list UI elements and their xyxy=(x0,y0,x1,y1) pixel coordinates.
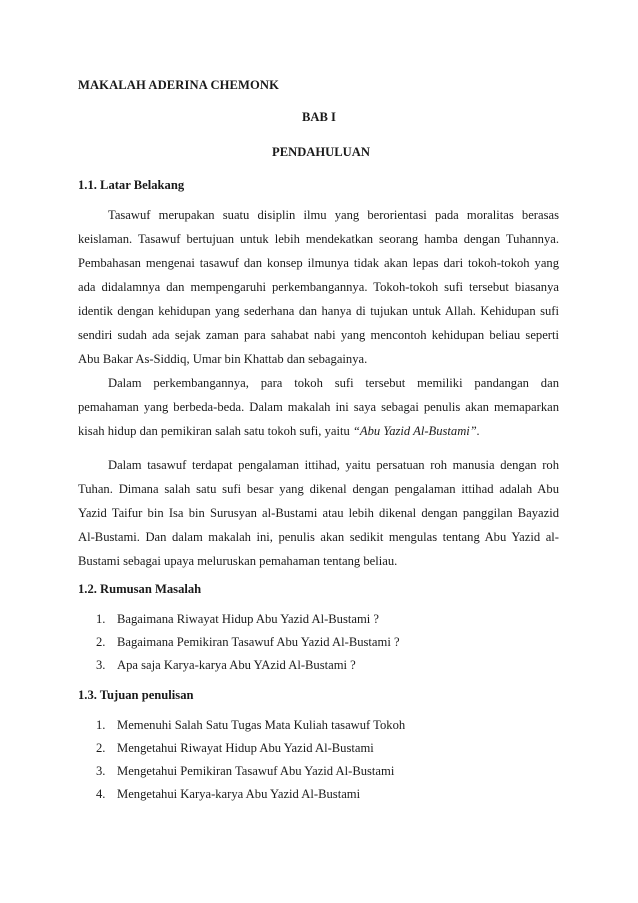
paragraph-line: pemahaman yang berbeda-beda. Dalam makalah ini saya sebagai penulis akan memaparkan xyxy=(78,400,559,414)
paragraph-line: sendiri sudah ada sejak zaman para sahabat nabi yang mencontoh kehidupan beliau seperti xyxy=(78,328,559,342)
italic-figure-name: “Abu Yazid Al-Bustami”. xyxy=(352,424,480,438)
list-text: Bagaimana Pemikiran Tasawuf Abu Yazid Al-Bustami ? xyxy=(117,635,400,649)
list-number: 2. xyxy=(96,741,106,755)
paragraph-line xyxy=(78,424,559,439)
list-number: 1. xyxy=(96,718,106,732)
paragraph-line: ada didalamnya dan mempengaruhi perkembangannya. Tokoh-tokoh sufi tersebut biasanya xyxy=(78,280,559,294)
paragraph-text: kisah hidup dan pemikiran salah satu tokoh sufi, yaitu xyxy=(78,424,353,438)
list-text: Mengetahui Riwayat Hidup Abu Yazid Al-Bustami xyxy=(117,741,374,755)
paragraph-line: Dalam tasawuf terdapat pengalaman ittihad, yaitu persatuan roh manusia dengan roh xyxy=(108,458,559,472)
list-text: Apa saja Karya-karya Abu YAzid Al-Bustami ? xyxy=(117,658,356,672)
section-heading-background: 1.1. Latar Belakang xyxy=(78,178,185,192)
list-number: 1. xyxy=(96,612,106,626)
list-number: 3. xyxy=(96,764,106,778)
paragraph-line: Abu Bakar As-Siddiq, Umar bin Khattab dan sebagainya. xyxy=(78,352,368,366)
paragraph-line: keislaman. Tasawuf bertujuan untuk lebih mendekatkan seorang hamba dengan Tuhannya. xyxy=(78,232,559,246)
paragraph-line: Al-Bustami. Dan dalam makalah ini, penulis akan sedikit mengulas tentang Abu Yazid al- xyxy=(78,530,559,544)
list-number: 2. xyxy=(96,635,106,649)
paragraph-line: Pembahasan mengenai tasawuf dan konsep ilmunya tidak akan lepas dari tokoh-tokoh yang xyxy=(78,256,559,270)
list-number: 3. xyxy=(96,658,106,672)
list-text: Bagaimana Riwayat Hidup Abu Yazid Al-Bustami ? xyxy=(117,612,379,626)
chapter-title: PENDAHULUAN xyxy=(272,145,370,159)
paragraph-line: Dalam perkembangannya, para tokoh sufi tersebut memiliki pandangan dan xyxy=(108,376,559,390)
paragraph-line: Tasawuf merupakan suatu disiplin ilmu yang berorientasi pada moralitas berasas xyxy=(108,208,559,222)
list-text: Memenuhi Salah Satu Tugas Mata Kuliah tasawuf Tokoh xyxy=(117,718,406,732)
section-heading-purpose: 1.3. Tujuan penulisan xyxy=(78,688,194,702)
document-title: MAKALAH ADERINA CHEMONK xyxy=(78,78,280,92)
paragraph-line: Tuhan. Dimana salah satu sufi besar yang dikenal dengan pengalaman ittihad adalah Abu xyxy=(78,482,559,496)
paragraph-line: Yazid Taifur bin Isa bin Surusyan al-Bustami atau lebih dikenal dengan panggilan Bayazid xyxy=(78,506,559,520)
paragraph-line: Bustami sebagai upaya meluruskan pemahaman tentang beliau. xyxy=(78,554,398,568)
section-heading-problem: 1.2. Rumusan Masalah xyxy=(78,582,202,596)
chapter-label: BAB I xyxy=(302,110,336,124)
list-text: Mengetahui Karya-karya Abu Yazid Al-Bustami xyxy=(117,787,361,801)
list-number: 4. xyxy=(96,787,106,801)
list-text: Mengetahui Pemikiran Tasawuf Abu Yazid Al-Bustami xyxy=(117,764,395,778)
paragraph-line: identik dengan kehidupan yang sederhana dan hanya di tujukan untuk Allah. Kehidupan sufi xyxy=(78,304,559,318)
